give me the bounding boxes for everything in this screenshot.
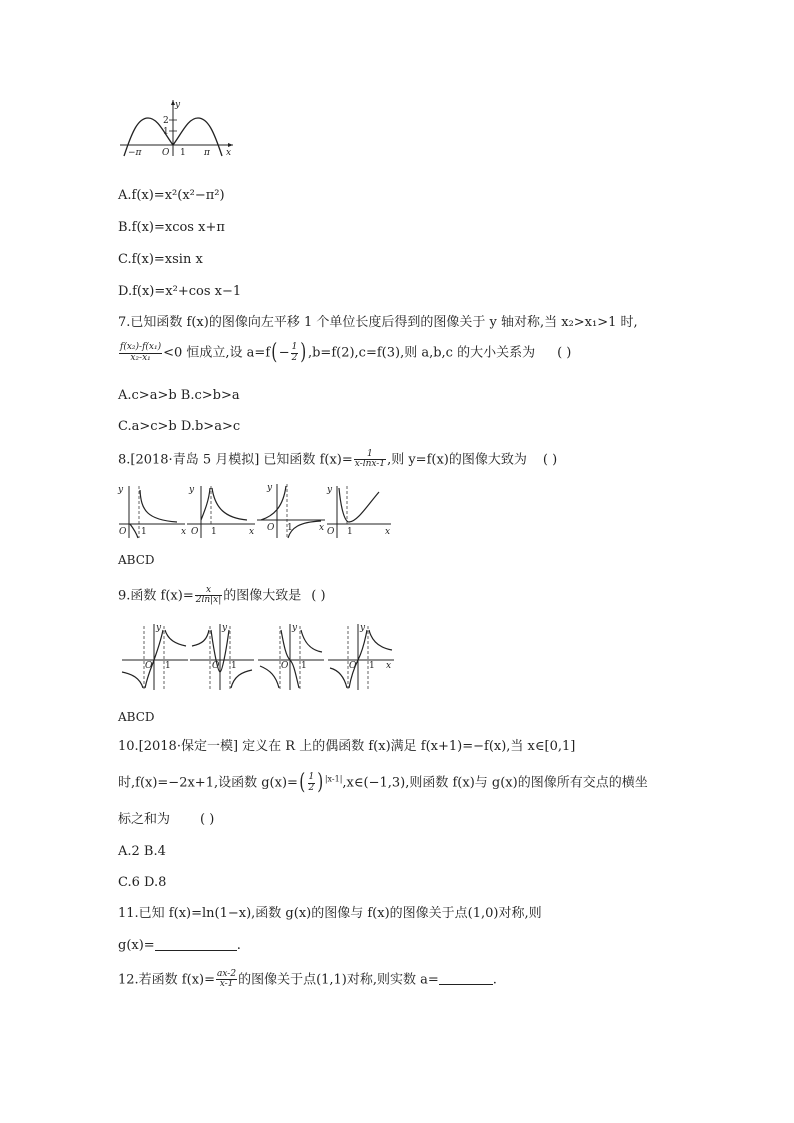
q9-c-1: 1: [301, 661, 307, 671]
q9-b-y: y: [222, 623, 228, 633]
q6-tick-x1: 1: [180, 148, 186, 158]
q8-stem: 8.[2018·青岛 5 月模拟] 已知函数 f(x)= $\frac{1}{x-\ln x-1}$ ,则 y=f(x)的图像大致为 ( ): [118, 449, 558, 470]
q9-answer-bracket: ( ): [311, 588, 326, 604]
q6-tick-neg-pi: −π: [128, 148, 142, 158]
q8-c-x: x: [319, 523, 325, 533]
q9-a-o: O: [145, 661, 153, 671]
q7-stem-line2: $\frac{\text{f(x₂)-f(x₁)}}{\text{x₂-x₁}}$ <0 恒成立,设 a=f(− $\frac{1}{2}$ ),b=f(2),c=f(3),则 a,b,c 的大小关系为 ( ): [120, 340, 572, 365]
q6-tick-pi: π: [204, 148, 210, 158]
q8-d-o: O: [327, 527, 335, 537]
q8-d-x: x: [385, 527, 391, 537]
q10-stem-line3: 标之和为 ( ): [118, 812, 215, 827]
q8-graph-b: [187, 485, 255, 538]
q9-d-o: O: [349, 661, 357, 671]
q7-options-row2: C.a>c>b D.b>a>c: [118, 419, 241, 434]
q7-answer-bracket: ( ): [557, 345, 572, 361]
q9-stem: 9.函数 f(x)= $\frac{x}{2\ln|x|}$ 的图像大致是 ( ): [118, 585, 326, 606]
q8-graph-c: [257, 483, 325, 538]
q8-fraction: $\frac{1}{x-\ln x-1}$: [354, 449, 386, 470]
q9-c-o: O: [281, 661, 289, 671]
q8-graph-d: [326, 485, 391, 538]
q6-option-d: D.f(x)=x²+cos x−1: [118, 284, 242, 299]
q8-d-1: 1: [347, 527, 353, 537]
q8-a-1: 1: [141, 527, 147, 537]
q6-tick-1: 1: [163, 127, 169, 137]
q9-d-x: x: [386, 661, 392, 671]
q8-c-o: O: [267, 523, 275, 533]
q10-answer-bracket: ( ): [200, 812, 215, 827]
q7-stem-line1: 7.已知函数 f(x)的图像向左平移 1 个单位长度后得到的图像关于 y 轴对称,当 x₂>x₁>1 时,: [118, 315, 638, 330]
q6-graph: [118, 98, 238, 160]
q9-d-1: 1: [369, 661, 375, 671]
q8-choice-labels: ABCD: [118, 553, 155, 567]
q12-fraction: $\frac{ax-2}{x-1}$: [217, 969, 237, 990]
q6-option-c: C.f(x)=xsin x: [118, 252, 203, 267]
q10-options-row2: C.6 D.8: [118, 875, 167, 890]
q11-stem-line1: 11.已知 f(x)=ln(1−x),函数 g(x)的图像与 f(x)的图像关于点(1,0)对称,则: [118, 906, 542, 921]
q7-half: $\frac{1}{2}$: [291, 342, 298, 363]
q8-d-y: y: [327, 485, 333, 495]
q6-x-label: x: [226, 148, 232, 158]
q6-y-label: y: [175, 100, 181, 110]
q9-fraction: $\frac{x}{2\ln|x|}$: [195, 585, 222, 606]
q9-choice-labels: ABCD: [118, 710, 155, 724]
q9-graph-d: [328, 623, 394, 690]
q7-options-row1: A.c>a>b B.c>b>a: [118, 388, 240, 403]
q6-tick-2: 2: [163, 116, 169, 126]
q9-b-o: O: [212, 661, 220, 671]
q6-option-b: B.f(x)=xcos x+π: [118, 220, 225, 235]
q8-b-y: y: [189, 485, 195, 495]
q8-graphs: [115, 480, 395, 542]
q9-graph-c: [258, 623, 324, 690]
q10-half: $\frac{1}{2}$: [308, 772, 315, 793]
q10-stem-line2: 时,f(x)=−2x+1,设函数 g(x)=( $\frac{1}{2}$ )$^{|x-1|}$,x∈(−1,3),则函数 f(x)与 g(x)的图像所有交点的横坐: [118, 770, 648, 795]
q11-stem-line2: g(x)= .: [118, 938, 241, 953]
q8-b-x: x: [249, 527, 255, 537]
q8-b-o: O: [191, 527, 199, 537]
q7-fraction: $\frac{\text{f(x₂)-f(x₁)}}{\text{x₂-x₁}}$: [120, 342, 162, 363]
q8-c-1: 1: [287, 523, 293, 533]
q11-answer-blank[interactable]: [155, 938, 237, 951]
q8-graph-a: [117, 485, 186, 538]
q8-a-o: O: [119, 527, 127, 537]
q9-a-y: y: [156, 623, 162, 633]
q12-stem: 12.若函数 f(x)= $\frac{ax-2}{x-1}$ 的图像关于点(1,1)对称,则实数 a= .: [118, 969, 497, 990]
q10-exponent: |x-1|: [324, 774, 343, 784]
q8-answer-bracket: ( ): [542, 452, 558, 468]
q10-options-row1: A.2 B.4: [118, 844, 166, 859]
q9-b-1: 1: [231, 661, 237, 671]
q10-stem-line1: 10.[2018·保定一模] 定义在 R 上的偶函数 f(x)满足 f(x+1)=−f(x),当 x∈[0,1]: [118, 739, 576, 754]
q12-answer-blank[interactable]: [439, 972, 493, 985]
q8-b-1: 1: [211, 527, 217, 537]
q8-c-y: y: [267, 483, 273, 493]
q8-a-y: y: [118, 485, 124, 495]
q9-graph-a: [122, 623, 188, 690]
q6-option-a: A.f(x)=x²(x²−π²): [118, 188, 225, 203]
q6-origin: O: [162, 148, 170, 158]
q8-a-x: x: [181, 527, 187, 537]
q9-c-y: y: [292, 623, 298, 633]
q9-graph-b: [190, 623, 254, 690]
q9-a-1: 1: [165, 661, 171, 671]
q9-graphs: [118, 622, 398, 694]
q9-d-y: y: [360, 623, 366, 633]
